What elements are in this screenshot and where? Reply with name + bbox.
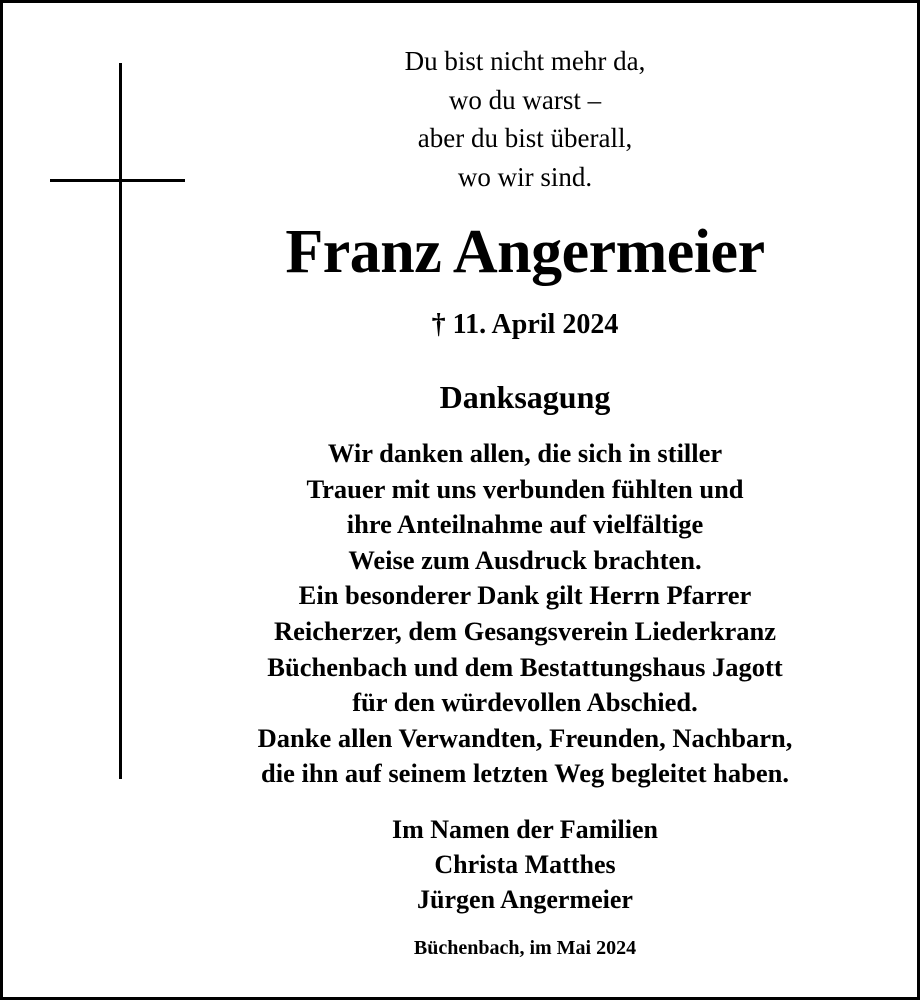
thanks-text <box>180 436 870 792</box>
quote-line: wo wir sind. <box>457 161 593 192</box>
death-date: † 11. April 2024 <box>431 309 619 340</box>
body-line: Weise zum Ausdruck brachten. <box>348 544 702 575</box>
body-line: die ihn auf seinem letzten Weg begleitet haben. <box>260 758 789 789</box>
quote-line: wo du warst – <box>448 84 602 115</box>
cross-icon-bar <box>50 179 185 182</box>
quote <box>180 42 870 196</box>
body-line: für den würdevollen Abschied. <box>352 687 698 718</box>
heading: Danksagung <box>439 379 611 415</box>
place-date: Büchenbach, im Mai 2024 <box>413 937 637 959</box>
body-line: Danke allen Verwandten, Freunden, Nachbarn, <box>257 722 793 753</box>
signature <box>180 812 870 917</box>
signature-line: Jürgen Angermeier <box>417 885 633 914</box>
body-line: ihre Anteilnahme auf vielfältige <box>346 509 704 540</box>
quote-line: Du bist nicht mehr da, <box>404 46 646 76</box>
cross-icon <box>119 63 122 779</box>
body-line: Wir danken allen, die sich in stiller <box>327 438 723 468</box>
body-line: Ein besonderer Dank gilt Herrn Pfarrer <box>298 580 752 611</box>
quote-line: aber du bist überall, <box>417 123 633 153</box>
signature-line: Christa Matthes <box>434 850 616 879</box>
deceased-name: Franz Angermeier <box>285 218 765 286</box>
body-line: Reicherzer, dem Gesangsverein Liederkranz <box>274 615 776 646</box>
body-line: Büchenbach und dem Bestattungshaus Jagott <box>267 651 783 682</box>
body-line: Trauer mit uns verbunden fühlten und <box>306 473 744 504</box>
signature-line: Im Namen der Familien <box>392 815 658 844</box>
